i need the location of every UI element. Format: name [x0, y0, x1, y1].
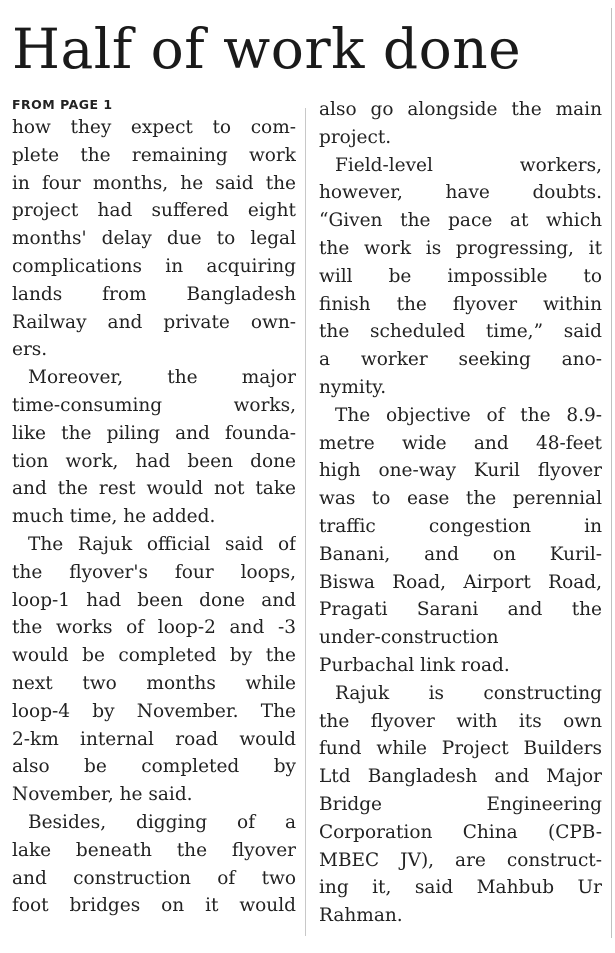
article-text-line: loop-4 by November. The [12, 700, 296, 722]
article-text-line: foot bridges on it would [12, 895, 296, 917]
article-text-line: time-consuming works, [12, 394, 296, 416]
article-text-line: high one-way Kuril flyover [319, 460, 602, 482]
clipping-edge-rule [611, 8, 612, 938]
article-text-line: the flyover's four loops, [12, 561, 296, 583]
left-column [12, 96, 296, 920]
article-text-line: Biswa Road, Airport Road, [319, 571, 602, 593]
article-text-line: the flyover with its own [319, 710, 602, 732]
article-text-line: tion work, had been done [12, 450, 296, 472]
article-text-line: November, he said. [12, 784, 193, 806]
article-text-line: ers. [12, 339, 48, 361]
article-text-line: and the rest would not take [12, 478, 296, 500]
article-text-line: the work is progressing, it [319, 237, 602, 259]
article-text-line: however, have doubts. [319, 182, 602, 204]
article-text-line: project had suffered eight [12, 200, 296, 222]
article-text-line: was to ease the perennial [319, 488, 602, 510]
article-text-line: MBEC JV), are construct- [319, 849, 602, 871]
article-text-line: Banani, and on Kuril- [319, 543, 602, 565]
article-text-line: also be completed by [12, 756, 296, 778]
article-text-line: Railway and private own- [12, 311, 296, 333]
article-text-line: metre wide and 48-feet [319, 432, 602, 454]
article-text-line: project. [319, 126, 392, 148]
article-text-line: months' delay due to legal [12, 228, 296, 250]
article-text-line: how they expect to com- [12, 117, 296, 138]
article-text-line: Field-level workers, [335, 154, 602, 176]
article-text-line: would be completed by the [12, 645, 296, 667]
article-text-line: the scheduled time,” said [319, 321, 602, 343]
article-text-line: Rahman. [319, 905, 403, 927]
article-text-line: nymity. [319, 376, 387, 398]
article-text-line: Bridge Engineering [319, 793, 602, 815]
article-text-line: under-construction [319, 627, 499, 649]
article-text-line: a worker seeking ano- [319, 349, 602, 371]
article-text-line: 2-km internal road would [12, 728, 296, 750]
article-text-line: fund while Project Builders [319, 738, 602, 760]
article-text-line: complications in acquiring [12, 255, 296, 277]
article-text-line: Corporation China (CPB- [319, 821, 602, 843]
article-text-line: Moreover, the major [28, 367, 296, 389]
article-text-line: in four months, he said the [12, 172, 296, 194]
article-text-line: The Rajuk official said of [28, 533, 296, 555]
article-text-line: Pragati Sarani and the [319, 599, 602, 621]
article-text-line: finish the flyover within [319, 293, 602, 315]
article-text-line: and construction of two [12, 867, 296, 889]
article-text-line: Rajuk is constructing [335, 682, 602, 704]
article-text-line: next two months while [12, 672, 296, 694]
article-text-line: Ltd Bangladesh and Major [319, 766, 602, 788]
article-text-line: The objective of the 8.9- [335, 404, 602, 426]
article-text-line: Purbachal link road. [319, 654, 510, 676]
article-text-line: traffic congestion in [319, 515, 602, 537]
continued-from-kicker: FROM PAGE 1 [12, 97, 113, 112]
article-text-line: will be impossible to [319, 265, 602, 287]
article-text-line: ing it, said Mahbub Ur [319, 877, 602, 899]
right-column [319, 96, 602, 930]
article-text-line: loop-1 had been done and [12, 589, 296, 611]
article-text-line: “Given the pace at which [319, 210, 602, 232]
headline: Half of work done [12, 17, 522, 81]
article-text-line: Besides, digging of a [28, 811, 296, 833]
article-text-line: lake beneath the flyover [12, 839, 296, 861]
article-text-line: plete the remaining work [12, 144, 296, 166]
right-column-body [319, 96, 602, 930]
article-text-line: also go alongside the main [319, 99, 602, 120]
left-column-body [12, 114, 296, 920]
article-text-line: lands from Bangladesh [12, 283, 296, 305]
column-divider [305, 108, 306, 936]
article-text-line: the works of loop-2 and -3 [12, 617, 296, 639]
article-text-line: like the piling and founda- [12, 422, 296, 444]
article-text-line: much time, he added. [12, 506, 216, 528]
